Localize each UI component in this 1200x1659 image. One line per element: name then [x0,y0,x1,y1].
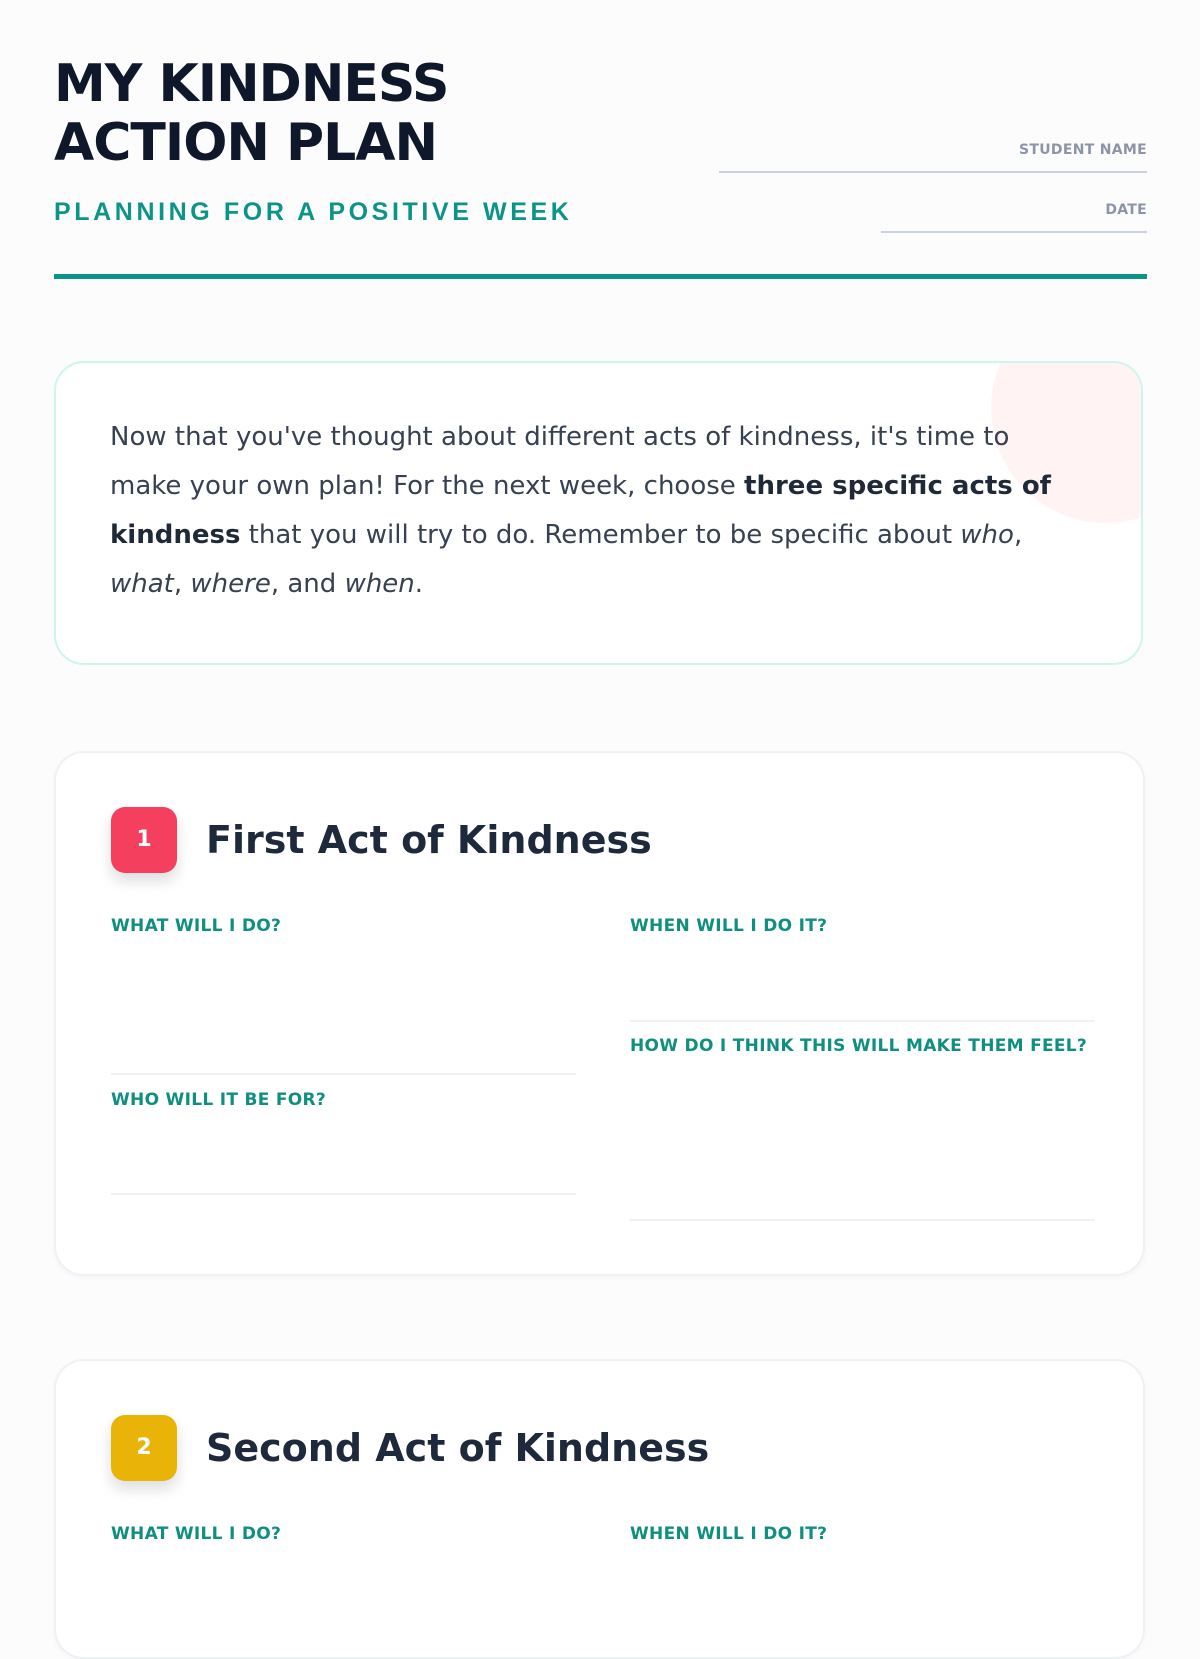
intro-end: . [414,569,424,599]
answer-what-line[interactable] [111,1073,576,1075]
act-number-badge: 1 [111,807,177,873]
date-field[interactable] [881,201,1147,233]
answer-feel-line[interactable] [630,1219,1095,1221]
act-title: Second Act of Kindness [206,1426,710,1470]
date-label: DATE [1105,202,1147,218]
header-divider [54,274,1147,279]
worksheet-header [54,0,1147,281]
intro-word-who: who [960,520,1014,550]
page-subtitle: PLANNING FOR A POSITIVE WEEK [54,198,573,226]
intro-sep-3: , and [270,569,345,599]
student-name-label: STUDENT NAME [1019,142,1147,158]
intro-text-part-1: Now that you've thought about different acts of kindness, it's time to make your own plan! For the next week, choose [110,422,1010,501]
act-card-1 [54,751,1145,1276]
act-title: First Act of Kindness [206,818,652,862]
intro-text-emphasis: three specific acts of kindness [110,471,1051,550]
student-name-field[interactable] [719,141,1147,173]
question-what-label: WHAT WILL I DO? [111,1524,282,1544]
intro-sep-1: , [1013,520,1023,550]
intro-word-what: what [110,569,174,599]
question-when-label: WHEN WILL I DO IT? [630,916,828,936]
intro-text [110,413,1070,609]
intro-text-part-2: that you will try to do. Remember to be specific about [240,520,961,550]
question-when-label: WHEN WILL I DO IT? [630,1524,828,1544]
act-number-badge: 2 [111,1415,177,1481]
question-what-label: WHAT WILL I DO? [111,916,282,936]
intro-sep-2: , [173,569,191,599]
answer-who-line[interactable] [111,1193,576,1195]
intro-word-when: when [344,569,415,599]
question-who-label: WHO WILL IT BE FOR? [111,1090,327,1110]
intro-word-where: where [190,569,271,599]
answer-when-line[interactable] [630,1020,1095,1022]
act-card-2 [54,1359,1145,1659]
question-feel-label: HOW DO I THINK THIS WILL MAKE THEM FEEL? [630,1036,1088,1056]
title-line-1: MY KINDNESS [54,54,449,114]
intro-box [54,361,1143,665]
title-line-2: ACTION PLAN [54,113,438,173]
page-title [54,55,448,173]
